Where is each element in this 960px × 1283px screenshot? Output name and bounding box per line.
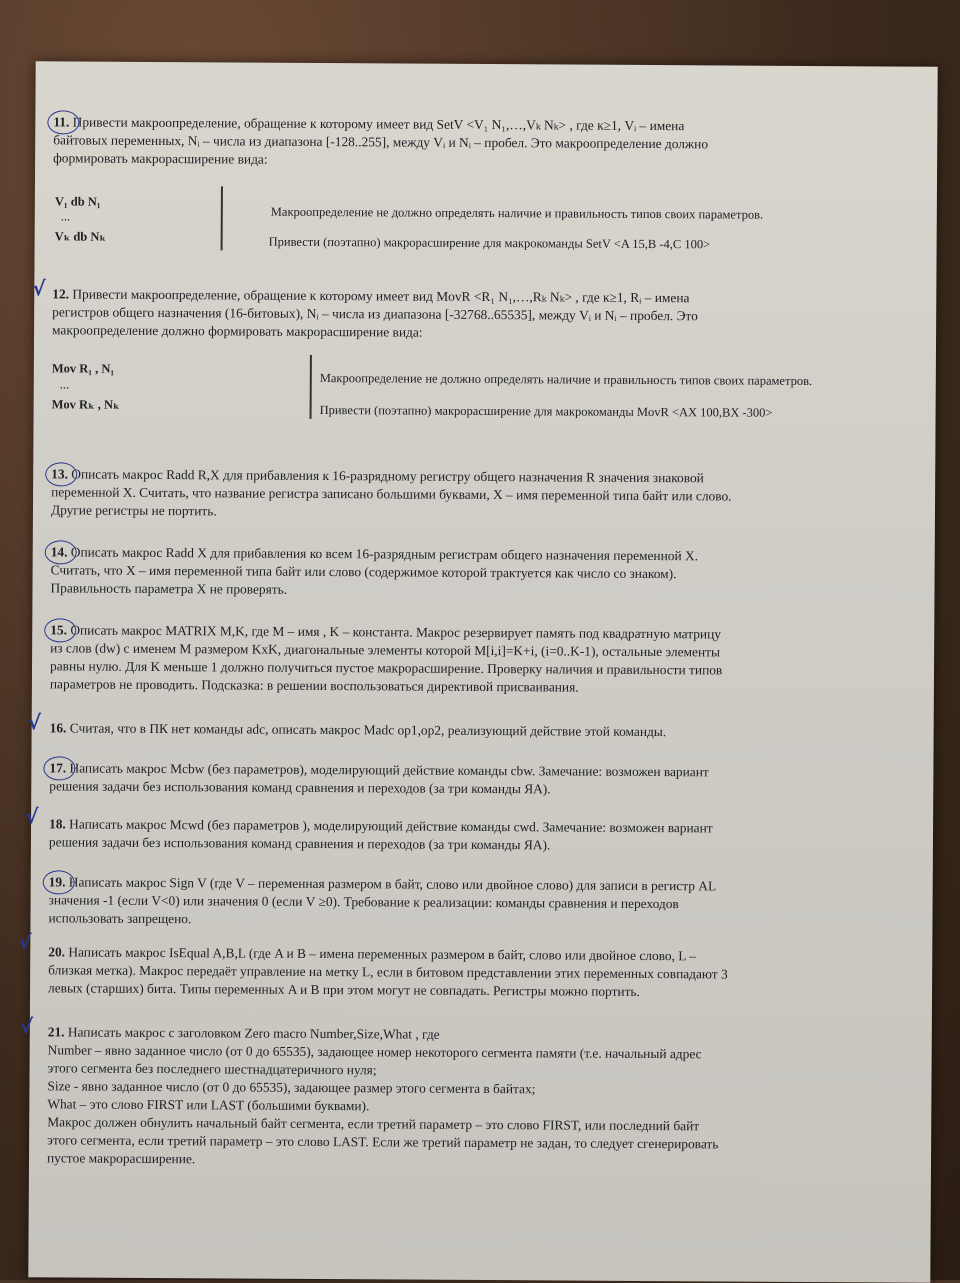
task-number-13: 13. (51, 466, 68, 482)
task-number-15: 15. (50, 622, 68, 638)
checkmark-12: √ (32, 276, 46, 301)
task-20-line-1: Написать макрос IsEqual A,B,L (где A и B – имена переменных размером в байт, слово или двойное слово, L – (68, 944, 697, 964)
task-12-expansion-last: Mov Rₖ , Nₖ (51, 397, 120, 412)
task-15-line-2: из слов (dw) с именем M размером KxK, диагональные элементы которой M[i,i]=K+i, (i=0..K-1), остальные элементы (50, 640, 721, 660)
task-13 (51, 465, 921, 524)
task-11-divider (221, 186, 223, 250)
task-number-19: 19. (48, 874, 66, 890)
task-12-line-2: регистров общего назначения (16-битовых), Nᵢ – числа из диапазона [-32768..65535], между Vᵢ и Nᵢ – пробел. Это (52, 304, 698, 324)
task-15-line-1: Описать макрос MATRIX M,K, где M – имя , K – константа. Макрос резервирует память под квадратную матрицу (70, 622, 722, 642)
task-21-line-7: этого сегмента, если третий параметр – это слово LAST. Если же третий параметр не задан, то следует сгенерировать (47, 1132, 719, 1152)
task-16-line-1: Считая, что в ПК нет команды adc, описать макрос Madc op1,op2, реализующий действие этой команды. (69, 720, 667, 740)
task-number-21: 21. (47, 1024, 65, 1040)
task-20-line-3: левых (старших) бита. Типы переменных A и B при этом могут не совпадать. Регистры можно портить. (48, 980, 640, 999)
task-12-note-1: Макроопределение не должно определять наличие и правильность типов своих параметров. (319, 370, 813, 389)
task-13-line-3: Другие регистры не портить. (50, 502, 217, 519)
task-14-line-2: Считать, что X – имя переменной типа байт или слово (содержимое которой трактуется как число со знаком). (50, 562, 677, 582)
task-12-expansion-dots: ... (59, 377, 70, 392)
checkmark-18: √ (25, 804, 39, 829)
task-17-line-1: Написать макрос Mcbw (без параметров), моделирующий действие команды cbw. Замечание: возможен вариант (69, 760, 709, 780)
task-19-line-1: Написать макрос Sign V (где V – переменная размером в байт, слово или двойное слово) для записи в регистр AL (68, 874, 717, 894)
task-12-note-2: Привести (поэтапно) макрорасширение для макрокоманды MovR <AX 100,BX -300> (319, 402, 773, 420)
task-13-line-2: переменной X. Считать, что название регистра записано большими буквами, X – имя переменной типа байт или слово. (51, 484, 732, 504)
task-18 (49, 815, 919, 856)
task-11-expansion-dots: ... (60, 209, 71, 224)
checkmark-21: √ (19, 1014, 34, 1039)
task-11 (53, 113, 923, 172)
task-12-divider (310, 355, 312, 419)
task-number-14: 14. (50, 544, 68, 560)
task-13-line-1: Описать макрос Radd R,X для прибавления к 16-разрядному регистру общего назначения R значения знаковой (71, 466, 704, 486)
task-12-line-1: Привести макроопределение, обращение к которому имеет вид MovR <R₁ N₁,…,Rₖ Nₖ> , где к≥1, Rᵢ – имена (72, 286, 690, 306)
task-19 (48, 873, 918, 932)
task-11-line-2: байтовых переменных, Nᵢ – числа из диапазона [-128..255], между Vᵢ и Nᵢ – пробел. Это макроопределение должно (53, 132, 709, 152)
task-number-12: 12. (52, 286, 70, 302)
task-11-expansion-last: Vₖ db Nₖ (54, 229, 106, 244)
task-20-line-2: близкая метка). Макрос передаёт управление на метку L, если в битовом представлении этих переменных совпадают 3 (48, 962, 728, 982)
task-11-line-1: Привести макроопределение, обращение к которому имеет вид SetV <V₁ N₁,…,Vₖ Nₖ> , где к≥1, Vᵢ – имена (72, 114, 685, 134)
task-19-line-3: использовать запрещено. (48, 910, 192, 927)
task-17-line-2: решения задачи без использования команд сравнения и переходов (за три команды ЯА). (49, 778, 551, 797)
task-12-line-3: макроопределение должно формировать макрорасширение вида: (52, 322, 423, 340)
worksheet-page (18, 61, 937, 1282)
task-17 (49, 759, 919, 800)
task-11-expansion-first: V₁ db N₁ (54, 194, 101, 209)
task-15-line-3: равны нулю. Для K меньше 1 должно получиться пустое макрорасширение. Проверку наличия и правильности типов (49, 658, 723, 678)
task-21-line-1: Написать макрос с заголовком Zero macro Number,Size,What , где (67, 1024, 440, 1042)
checkmark-20: √ (18, 930, 32, 955)
task-number-11: 11. (53, 114, 70, 130)
task-number-17: 17. (49, 760, 67, 776)
task-21 (47, 1023, 918, 1172)
task-21-line-4: Size - явно заданное число (от 0 до 65535), задающее размер этого сегмента в байтах; (47, 1078, 536, 1097)
task-14 (50, 543, 920, 602)
task-21-line-2: Number – явно заданное число (от 0 до 65535), задающее номер некоторого сегмента памяти (т.е. начальный адрес (47, 1042, 702, 1062)
task-14-line-3: Правильность параметра X не проверять. (50, 580, 288, 597)
task-14-line-1: Описать макрос Radd X для прибавления ко всем 16-разрядным регистрам общего назначения переменной X. (70, 544, 699, 564)
task-21-line-5: What – это слово FIRST или LAST (большими буквами). (47, 1096, 370, 1114)
task-number-20: 20. (48, 944, 66, 960)
task-11-note-2: Привести (поэтапно) макрорасширение для макрокоманды SetV <A 15,B -4,C 100> (268, 234, 711, 252)
task-19-line-2: значения -1 (если V<0) или значения 0 (если V ≥0). Требование к реализации: команды сравнения и переходов (48, 892, 679, 912)
task-12 (52, 285, 922, 344)
task-11-note-1: Макроопределение не должно определять наличие и правильность типов своих параметров. (270, 204, 764, 222)
task-21-line-6: Макрос должен обнулить начальный байт сегмента, если третий параметр – это слово FIRST, или последний байт (47, 1114, 700, 1134)
task-15 (50, 621, 920, 698)
checkmark-16: √ (27, 710, 42, 735)
task-15-line-4: параметров не проводить. Подсказка: в решении воспользоваться директивой присваивания. (49, 676, 579, 695)
task-21-line-3: этого сегмента без последнего шестнадцатеричного нуля; (47, 1060, 377, 1078)
task-21-line-8: пустое макрорасширение. (46, 1150, 196, 1167)
task-20 (48, 943, 918, 1002)
task-16 (50, 719, 920, 742)
task-18-line-1: Написать макрос Mcwd (без параметров ), моделирующий действие команды cwd. Замечание: возможен вариант (69, 816, 713, 836)
task-11-line-3: формировать макрорасширение вида: (53, 150, 268, 167)
task-number-18: 18. (49, 816, 66, 832)
task-number-16: 16. (49, 720, 67, 736)
task-12-expansion-first: Mov R₁ , N₁ (51, 361, 115, 376)
task-18-line-2: решения задачи без использования команд сравнения и переходов (за три команды ЯА). (48, 834, 551, 853)
